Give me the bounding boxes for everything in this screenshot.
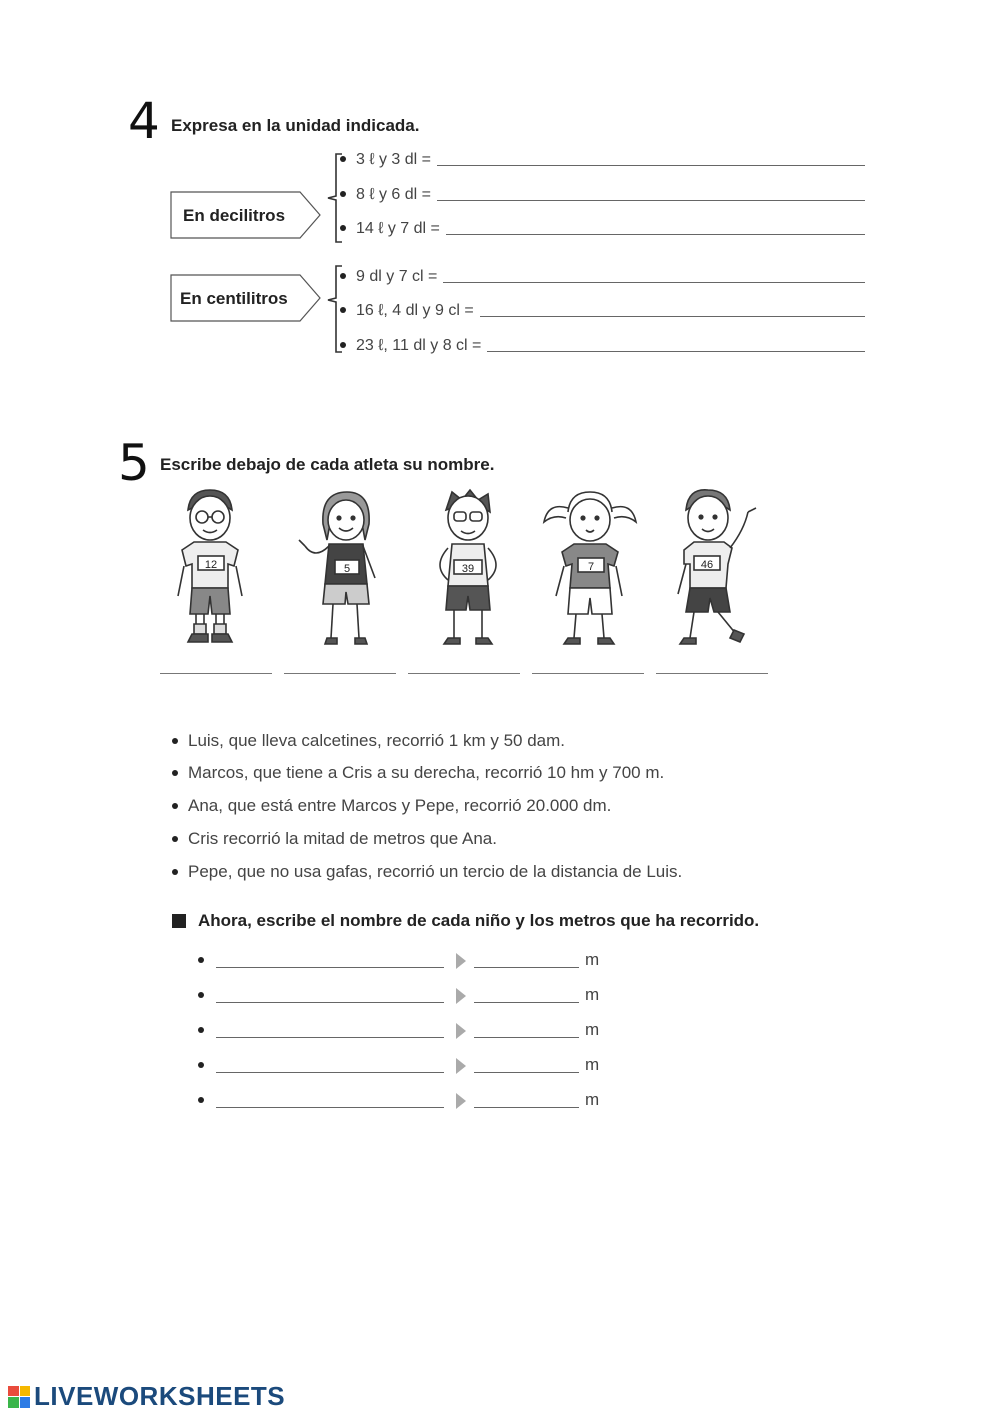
bullet-dot bbox=[340, 273, 346, 279]
item-row bbox=[340, 147, 865, 169]
clue-text: Ana, que está entre Marcos y Pepe, recorrió 20.000 dm. bbox=[188, 796, 612, 815]
clue-item bbox=[172, 862, 682, 882]
exercise-4-number: 4 bbox=[128, 92, 160, 150]
unit-label: m bbox=[585, 950, 600, 969]
bullet-dot bbox=[172, 836, 178, 842]
arrow-right-icon bbox=[456, 1058, 466, 1074]
clue-item bbox=[172, 763, 664, 783]
clue-item bbox=[172, 829, 497, 849]
athlete-illustration-3 bbox=[418, 488, 518, 653]
athlete-name-line-2[interactable] bbox=[284, 673, 396, 674]
arrow-right-icon bbox=[456, 1093, 466, 1109]
logo-text: LIVEWORKSHEETS bbox=[34, 1381, 286, 1411]
answer-line[interactable] bbox=[480, 315, 865, 317]
unit-label: m bbox=[585, 1090, 600, 1109]
clue-item bbox=[172, 796, 611, 816]
unit-label: m bbox=[585, 1055, 600, 1074]
bullet-dot bbox=[198, 1027, 204, 1033]
bullet-dot bbox=[340, 307, 346, 313]
answer-line[interactable] bbox=[443, 281, 865, 283]
athlete-name-line-5[interactable] bbox=[656, 673, 768, 674]
meters-answer-line[interactable] bbox=[474, 1002, 579, 1003]
item-text: 16 ℓ, 4 dl y 9 cl = bbox=[356, 302, 474, 319]
bullet-dot bbox=[172, 869, 178, 875]
athlete-bib-number: 7 bbox=[587, 561, 595, 573]
bullet-dot bbox=[198, 1062, 204, 1068]
bullet-dot bbox=[340, 191, 346, 197]
item-text: 9 dl y 7 cl = bbox=[356, 268, 438, 285]
item-text: 23 ℓ, 11 dl y 8 cl = bbox=[356, 337, 482, 354]
unit-box-decilitros bbox=[170, 191, 322, 239]
athlete-illustration-5 bbox=[660, 488, 760, 653]
item-text: 3 ℓ y 3 dl = bbox=[356, 151, 431, 168]
clue-item bbox=[172, 731, 565, 751]
bullet-dot bbox=[198, 992, 204, 998]
item-row bbox=[340, 298, 865, 320]
item-row bbox=[340, 333, 865, 355]
exercise-5-title: Escribe debajo de cada atleta su nombre. bbox=[160, 455, 495, 474]
task-instruction bbox=[172, 911, 759, 931]
athlete-illustration-4 bbox=[540, 488, 640, 653]
logo-mark-icon bbox=[8, 1386, 30, 1408]
item-row bbox=[340, 264, 865, 286]
unit-label: m bbox=[585, 985, 600, 1004]
bullet-dot bbox=[340, 225, 346, 231]
name-answer-line[interactable] bbox=[216, 1002, 444, 1003]
unit-label-decilitros: En decilitros bbox=[183, 206, 286, 225]
item-row bbox=[340, 216, 865, 238]
meters-answer-line[interactable] bbox=[474, 1037, 579, 1038]
name-answer-line[interactable] bbox=[216, 1037, 444, 1038]
exercise-4-title: Expresa en la unidad indicada. bbox=[171, 116, 420, 135]
athlete-bib-number: 12 bbox=[204, 559, 218, 571]
bullet-dot bbox=[340, 156, 346, 162]
answer-line[interactable] bbox=[446, 233, 865, 235]
athlete-illustration-2 bbox=[295, 488, 395, 653]
clue-text: Pepe, que no usa gafas, recorrió un tercio de la distancia de Luis. bbox=[188, 862, 683, 881]
athlete-bib-number: 46 bbox=[700, 559, 714, 571]
square-bullet-icon bbox=[172, 914, 186, 928]
athlete-bib-number: 5 bbox=[343, 563, 351, 575]
bullet-dot bbox=[172, 738, 178, 744]
name-answer-line[interactable] bbox=[216, 967, 444, 968]
item-row bbox=[340, 182, 865, 204]
answer-line[interactable] bbox=[487, 350, 865, 352]
liveworksheets-logo[interactable] bbox=[8, 1381, 285, 1412]
bullet-dot bbox=[172, 803, 178, 809]
clue-text: Luis, que lleva calcetines, recorrió 1 km y 50 dam. bbox=[188, 731, 566, 750]
item-text: 8 ℓ y 6 dl = bbox=[356, 186, 431, 203]
athlete-name-line-3[interactable] bbox=[408, 673, 520, 674]
athlete-bib-number: 39 bbox=[461, 563, 475, 575]
bullet-dot bbox=[340, 342, 346, 348]
meters-answer-line[interactable] bbox=[474, 1107, 579, 1108]
item-text: 14 ℓ y 7 dl = bbox=[356, 220, 440, 237]
unit-label: m bbox=[585, 1020, 600, 1039]
unit-box-centilitros bbox=[170, 274, 322, 322]
arrow-right-icon bbox=[456, 953, 466, 969]
answer-line[interactable] bbox=[437, 199, 865, 201]
arrow-right-icon bbox=[456, 988, 466, 1004]
clue-text: Marcos, que tiene a Cris a su derecha, recorrió 10 hm y 700 m. bbox=[188, 763, 665, 782]
answer-line[interactable] bbox=[437, 164, 865, 166]
clue-text: Cris recorrió la mitad de metros que Ana. bbox=[188, 829, 497, 848]
bullet-dot bbox=[172, 770, 178, 776]
name-answer-line[interactable] bbox=[216, 1072, 444, 1073]
exercise-5-number: 5 bbox=[118, 434, 150, 492]
athlete-name-line-1[interactable] bbox=[160, 673, 272, 674]
unit-label-centilitros: En centilitros bbox=[180, 289, 288, 308]
bullet-dot bbox=[198, 957, 204, 963]
athlete-name-line-4[interactable] bbox=[532, 673, 644, 674]
meters-answer-line[interactable] bbox=[474, 967, 579, 968]
task-text: Ahora, escribe el nombre de cada niño y los metros que ha recorrido. bbox=[198, 911, 760, 930]
bullet-dot bbox=[198, 1097, 204, 1103]
athlete-illustration-1 bbox=[160, 488, 260, 653]
meters-answer-line[interactable] bbox=[474, 1072, 579, 1073]
name-answer-line[interactable] bbox=[216, 1107, 444, 1108]
arrow-right-icon bbox=[456, 1023, 466, 1039]
